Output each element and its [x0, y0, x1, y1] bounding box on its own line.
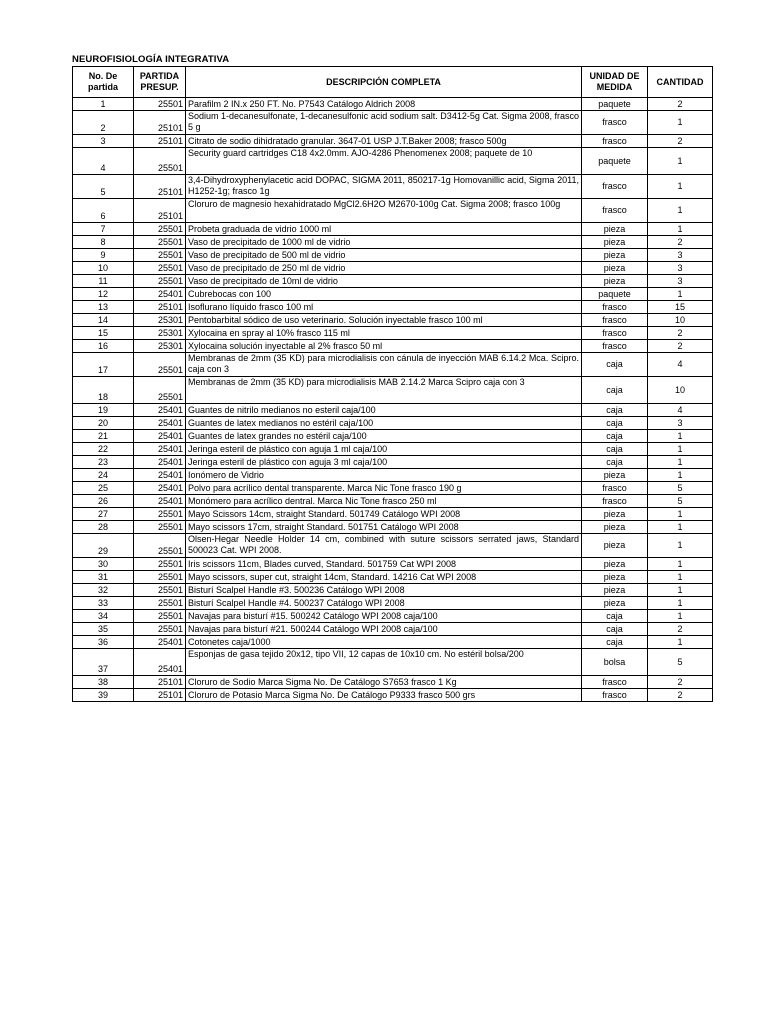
- cell-partida-presup: 25101: [134, 111, 186, 135]
- cell-cantidad: 2: [648, 623, 713, 636]
- table-row: [73, 443, 713, 456]
- cell-no-partida: 11: [73, 275, 134, 288]
- table-row: [73, 636, 713, 649]
- table-row: [73, 175, 713, 199]
- cell-no-partida: 37: [73, 649, 134, 676]
- cell-no-partida: 12: [73, 288, 134, 301]
- cell-no-partida: 6: [73, 199, 134, 223]
- cell-descripcion: Xylocaina en spray al 10% frasco 115 ml: [186, 327, 582, 340]
- cell-cantidad: 1: [648, 199, 713, 223]
- cell-partida-presup: 25101: [134, 175, 186, 199]
- cell-descripcion: Guantes de latex medianos no estéril caja/100: [186, 417, 582, 430]
- cell-no-partida: 18: [73, 377, 134, 404]
- cell-no-partida: 25: [73, 482, 134, 495]
- cell-unidad-medida: caja: [582, 456, 648, 469]
- cell-no-partida: 5: [73, 175, 134, 199]
- cell-no-partida: 21: [73, 430, 134, 443]
- cell-no-partida: 29: [73, 534, 134, 558]
- cell-descripcion: Isoflurano líquido frasco 100 ml: [186, 301, 582, 314]
- table-row: [73, 597, 713, 610]
- cell-descripcion: Guantes de latex grandes no estéril caja/100: [186, 430, 582, 443]
- cell-no-partida: 27: [73, 508, 134, 521]
- cell-no-partida: 32: [73, 584, 134, 597]
- cell-descripcion: Pentobarbital sódico de uso veterinario. Solución inyectable frasco 100 ml: [186, 314, 582, 327]
- cell-unidad-medida: pieza: [582, 584, 648, 597]
- table-row: [73, 571, 713, 584]
- cell-descripcion: Polvo para acrílico dental transparente. Marca Nic Tone frasco 190 g: [186, 482, 582, 495]
- table-row: [73, 469, 713, 482]
- cell-unidad-medida: frasco: [582, 301, 648, 314]
- cell-partida-presup: 25401: [134, 430, 186, 443]
- cell-descripcion: Cloruro de Sodio Marca Sigma No. De Catálogo S7653 frasco 1 Kg: [186, 676, 582, 689]
- cell-cantidad: 5: [648, 482, 713, 495]
- cell-cantidad: 3: [648, 262, 713, 275]
- cell-no-partida: 35: [73, 623, 134, 636]
- cell-descripcion: Navajas para bisturí #21. 500244 Catálogo WPI 2008 caja/100: [186, 623, 582, 636]
- cell-cantidad: 2: [648, 236, 713, 249]
- cell-cantidad: 2: [648, 327, 713, 340]
- cell-unidad-medida: frasco: [582, 111, 648, 135]
- cell-partida-presup: 25501: [134, 508, 186, 521]
- table-row: [73, 495, 713, 508]
- cell-unidad-medida: pieza: [582, 249, 648, 262]
- cell-no-partida: 14: [73, 314, 134, 327]
- cell-unidad-medida: caja: [582, 417, 648, 430]
- cell-descripcion: Monómero para acrílico dentral. Marca Nic Tone frasco 250 ml: [186, 495, 582, 508]
- cell-cantidad: 1: [648, 521, 713, 534]
- cell-cantidad: 1: [648, 430, 713, 443]
- table-row: [73, 353, 713, 377]
- cell-unidad-medida: caja: [582, 610, 648, 623]
- cell-no-partida: 22: [73, 443, 134, 456]
- cell-cantidad: 1: [648, 534, 713, 558]
- cell-unidad-medida: bolsa: [582, 649, 648, 676]
- table-header-row: [73, 67, 713, 98]
- cell-cantidad: 1: [648, 456, 713, 469]
- cell-no-partida: 19: [73, 404, 134, 417]
- table-row: [73, 377, 713, 404]
- cell-unidad-medida: pieza: [582, 236, 648, 249]
- cell-no-partida: 9: [73, 249, 134, 262]
- table-body: [73, 98, 713, 702]
- cell-partida-presup: 25301: [134, 314, 186, 327]
- cell-partida-presup: 25501: [134, 584, 186, 597]
- cell-partida-presup: 25501: [134, 534, 186, 558]
- cell-unidad-medida: frasco: [582, 199, 648, 223]
- cell-descripcion: Cloruro de Potasio Marca Sigma No. De Catálogo P9333 frasco 500 grs: [186, 689, 582, 702]
- cell-descripcion: Mayo scissors 17cm, straight Standard. 501751 Catálogo WPI 2008: [186, 521, 582, 534]
- table-row: [73, 417, 713, 430]
- cell-descripcion: Membranas de 2mm (35 KD) para microdialisis con cánula de inyección MAB 6.14.2 Mca. Scipro. caja con 3: [186, 353, 582, 377]
- cell-partida-presup: 25301: [134, 327, 186, 340]
- cell-no-partida: 31: [73, 571, 134, 584]
- cell-cantidad: 1: [648, 175, 713, 199]
- cell-unidad-medida: pieza: [582, 262, 648, 275]
- cell-cantidad: 1: [648, 148, 713, 175]
- cell-no-partida: 38: [73, 676, 134, 689]
- cell-unidad-medida: frasco: [582, 482, 648, 495]
- table-row: [73, 584, 713, 597]
- cell-descripcion: 3,4-Dihydroxyphenylacetic acid DOPAC, SIGMA 2011, 850217-1g Homovanillic acid, Sigma 2011, H1252-1g; frasco 1g: [186, 175, 582, 199]
- cell-partida-presup: 25401: [134, 469, 186, 482]
- cell-unidad-medida: paquete: [582, 288, 648, 301]
- table-row: [73, 288, 713, 301]
- cell-descripcion: Bisturí Scalpel Handle #4. 500237 Catálogo WPI 2008: [186, 597, 582, 610]
- table-row: [73, 430, 713, 443]
- cell-descripcion: Citrato de sodio dihidratado granular. 3647-01 USP J.T.Baker 2008; frasco 500g: [186, 135, 582, 148]
- cell-unidad-medida: frasco: [582, 135, 648, 148]
- cell-partida-presup: 25401: [134, 456, 186, 469]
- cell-no-partida: 34: [73, 610, 134, 623]
- cell-descripcion: Navajas para bisturí #15. 500242 Catálogo WPI 2008 caja/100: [186, 610, 582, 623]
- cell-partida-presup: 25401: [134, 417, 186, 430]
- cell-cantidad: 1: [648, 610, 713, 623]
- cell-unidad-medida: pieza: [582, 571, 648, 584]
- table-row: [73, 262, 713, 275]
- cell-unidad-medida: pieza: [582, 521, 648, 534]
- cell-descripcion: Cubrebocas con 100: [186, 288, 582, 301]
- cell-unidad-medida: pieza: [582, 534, 648, 558]
- cell-cantidad: 3: [648, 275, 713, 288]
- table-row: [73, 558, 713, 571]
- cell-cantidad: 5: [648, 649, 713, 676]
- table-row: [73, 482, 713, 495]
- cell-descripcion: Iris scissors 11cm, Blades curved, Standard. 501759 Cat WPI 2008: [186, 558, 582, 571]
- cell-unidad-medida: pieza: [582, 469, 648, 482]
- cell-cantidad: 2: [648, 689, 713, 702]
- cell-descripcion: Jeringa esteril de plástico con aguja 1 ml caja/100: [186, 443, 582, 456]
- cell-partida-presup: 25501: [134, 353, 186, 377]
- cell-descripcion: Parafilm 2 IN.x 250 FT. No. P7543 Catálogo Aldrich 2008: [186, 98, 582, 111]
- cell-no-partida: 2: [73, 111, 134, 135]
- cell-descripcion: Security guard cartridges C18 4x2.0mm. AJO-4286 Phenomenex 2008; paquete de 10: [186, 148, 582, 175]
- cell-descripcion: Mayo Scissors 14cm, straight Standard. 501749 Catálogo WPI 2008: [186, 508, 582, 521]
- cell-no-partida: 4: [73, 148, 134, 175]
- cell-cantidad: 1: [648, 636, 713, 649]
- table-row: [73, 623, 713, 636]
- cell-descripcion: Olsen-Hegar Needle Holder 14 cm, combined with suture scissors serrated jaws, Standard 500023 Cat. WPI 2008.: [186, 534, 582, 558]
- cell-cantidad: 1: [648, 111, 713, 135]
- cell-descripcion: Xylocaina solución inyectable al 2% frasco 50 ml: [186, 340, 582, 353]
- table-row: [73, 249, 713, 262]
- table-row: [73, 508, 713, 521]
- cell-partida-presup: 25501: [134, 236, 186, 249]
- cell-partida-presup: 25401: [134, 495, 186, 508]
- cell-unidad-medida: frasco: [582, 689, 648, 702]
- cell-partida-presup: 25401: [134, 482, 186, 495]
- cell-descripcion: Vaso de precipitado de 250 ml de vidrio: [186, 262, 582, 275]
- cell-cantidad: 2: [648, 135, 713, 148]
- cell-descripcion: Ionómero de Vidrio: [186, 469, 582, 482]
- cell-cantidad: 1: [648, 469, 713, 482]
- cell-cantidad: 1: [648, 223, 713, 236]
- table-row: [73, 404, 713, 417]
- cell-descripcion: Membranas de 2mm (35 KD) para microdialisis MAB 2.14.2 Marca Scipro caja con 3: [186, 377, 582, 404]
- cell-unidad-medida: frasco: [582, 314, 648, 327]
- cell-partida-presup: 25501: [134, 558, 186, 571]
- cell-unidad-medida: pieza: [582, 597, 648, 610]
- cell-cantidad: 1: [648, 597, 713, 610]
- cell-partida-presup: 25501: [134, 597, 186, 610]
- cell-descripcion: Jeringa esteril de plástico con aguja 3 ml caja/100: [186, 456, 582, 469]
- cell-descripcion: Esponjas de gasa tejido 20x12, tipo VII, 12 capas de 10x10 cm. No estéril bolsa/200: [186, 649, 582, 676]
- cell-cantidad: 1: [648, 558, 713, 571]
- cell-unidad-medida: frasco: [582, 327, 648, 340]
- cell-cantidad: 1: [648, 508, 713, 521]
- table-row: [73, 236, 713, 249]
- cell-no-partida: 30: [73, 558, 134, 571]
- cell-unidad-medida: caja: [582, 353, 648, 377]
- cell-unidad-medida: caja: [582, 377, 648, 404]
- cell-unidad-medida: pieza: [582, 558, 648, 571]
- table-row: [73, 676, 713, 689]
- header-descripcion: DESCRIPCIÓN COMPLETA: [186, 67, 582, 98]
- cell-descripcion: Vaso de precipitado de 1000 ml de vidrio: [186, 236, 582, 249]
- cell-partida-presup: 25501: [134, 521, 186, 534]
- document-page: [72, 54, 712, 702]
- table-row: [73, 148, 713, 175]
- cell-no-partida: 16: [73, 340, 134, 353]
- header-partida-presup: PARTIDA PRESUP.: [134, 67, 186, 98]
- cell-cantidad: 2: [648, 98, 713, 111]
- cell-partida-presup: 25101: [134, 199, 186, 223]
- cell-cantidad: 15: [648, 301, 713, 314]
- cell-no-partida: 33: [73, 597, 134, 610]
- cell-unidad-medida: paquete: [582, 148, 648, 175]
- cell-cantidad: 3: [648, 249, 713, 262]
- cell-descripcion: Vaso de precipitado de 500 ml de vidrio: [186, 249, 582, 262]
- cell-partida-presup: 25501: [134, 377, 186, 404]
- cell-unidad-medida: pieza: [582, 223, 648, 236]
- table-row: [73, 223, 713, 236]
- cell-partida-presup: 25501: [134, 249, 186, 262]
- table-row: [73, 98, 713, 111]
- cell-no-partida: 7: [73, 223, 134, 236]
- cell-unidad-medida: frasco: [582, 175, 648, 199]
- header-cantidad: CANTIDAD: [648, 67, 713, 98]
- cell-cantidad: 10: [648, 377, 713, 404]
- cell-unidad-medida: caja: [582, 636, 648, 649]
- cell-cantidad: 4: [648, 353, 713, 377]
- cell-partida-presup: 25501: [134, 571, 186, 584]
- cell-unidad-medida: pieza: [582, 275, 648, 288]
- table-row: [73, 327, 713, 340]
- cell-cantidad: 10: [648, 314, 713, 327]
- cell-descripcion: Cotonetes caja/1000: [186, 636, 582, 649]
- cell-descripcion: Sodium 1-decanesulfonate, 1-decanesulfonic acid sodium salt. D3412-5g Cat. Sigma 2008, frasco 5 g: [186, 111, 582, 135]
- table-row: [73, 649, 713, 676]
- cell-unidad-medida: caja: [582, 430, 648, 443]
- cell-no-partida: 28: [73, 521, 134, 534]
- table-row: [73, 314, 713, 327]
- cell-partida-presup: 25301: [134, 340, 186, 353]
- cell-unidad-medida: caja: [582, 443, 648, 456]
- cell-cantidad: 2: [648, 676, 713, 689]
- header-unidad-medida: UNIDAD DE MEDIDA: [582, 67, 648, 98]
- cell-partida-presup: 25101: [134, 301, 186, 314]
- cell-partida-presup: 25501: [134, 98, 186, 111]
- cell-no-partida: 17: [73, 353, 134, 377]
- cell-unidad-medida: caja: [582, 404, 648, 417]
- cell-no-partida: 26: [73, 495, 134, 508]
- cell-partida-presup: 25401: [134, 404, 186, 417]
- cell-partida-presup: 25501: [134, 262, 186, 275]
- cell-descripcion: Bisturí Scalpel Handle #3. 500236 Catálogo WPI 2008: [186, 584, 582, 597]
- cell-partida-presup: 25401: [134, 443, 186, 456]
- cell-descripcion: Guantes de nitrilo medianos no esteril caja/100: [186, 404, 582, 417]
- cell-partida-presup: 25401: [134, 288, 186, 301]
- cell-no-partida: 15: [73, 327, 134, 340]
- cell-unidad-medida: pieza: [582, 508, 648, 521]
- cell-cantidad: 4: [648, 404, 713, 417]
- cell-cantidad: 2: [648, 340, 713, 353]
- cell-descripcion: Cloruro de magnesio hexahidratado MgCl2.6H2O M2670-100g Cat. Sigma 2008; frasco 100g: [186, 199, 582, 223]
- header-no-partida: No. De partida: [73, 67, 134, 98]
- items-table: [72, 66, 713, 702]
- cell-partida-presup: 25401: [134, 649, 186, 676]
- cell-cantidad: 1: [648, 443, 713, 456]
- table-row: [73, 135, 713, 148]
- cell-no-partida: 10: [73, 262, 134, 275]
- table-row: [73, 610, 713, 623]
- cell-cantidad: 1: [648, 571, 713, 584]
- table-row: [73, 521, 713, 534]
- table-row: [73, 689, 713, 702]
- table-row: [73, 456, 713, 469]
- table-row: [73, 111, 713, 135]
- cell-no-partida: 8: [73, 236, 134, 249]
- table-row: [73, 275, 713, 288]
- cell-partida-presup: 25401: [134, 636, 186, 649]
- table-row: [73, 301, 713, 314]
- cell-cantidad: 3: [648, 417, 713, 430]
- cell-unidad-medida: frasco: [582, 495, 648, 508]
- cell-cantidad: 5: [648, 495, 713, 508]
- cell-no-partida: 23: [73, 456, 134, 469]
- cell-partida-presup: 25101: [134, 689, 186, 702]
- table-row: [73, 534, 713, 558]
- cell-no-partida: 13: [73, 301, 134, 314]
- cell-partida-presup: 25101: [134, 135, 186, 148]
- cell-cantidad: 1: [648, 288, 713, 301]
- cell-partida-presup: 25501: [134, 610, 186, 623]
- cell-no-partida: 20: [73, 417, 134, 430]
- cell-unidad-medida: paquete: [582, 98, 648, 111]
- cell-descripcion: Mayo scissors, super cut, straight 14cm, Standard. 14216 Cat WPI 2008: [186, 571, 582, 584]
- cell-no-partida: 3: [73, 135, 134, 148]
- table-row: [73, 199, 713, 223]
- cell-cantidad: 1: [648, 584, 713, 597]
- cell-descripcion: Probeta graduada de vidrio 1000 ml: [186, 223, 582, 236]
- cell-partida-presup: 25501: [134, 148, 186, 175]
- table-row: [73, 340, 713, 353]
- cell-no-partida: 39: [73, 689, 134, 702]
- cell-no-partida: 1: [73, 98, 134, 111]
- cell-partida-presup: 25501: [134, 623, 186, 636]
- cell-partida-presup: 25501: [134, 223, 186, 236]
- cell-descripcion: Vaso de precipitado de 10ml de vidrio: [186, 275, 582, 288]
- cell-partida-presup: 25501: [134, 275, 186, 288]
- cell-no-partida: 36: [73, 636, 134, 649]
- cell-unidad-medida: frasco: [582, 676, 648, 689]
- cell-unidad-medida: caja: [582, 623, 648, 636]
- cell-partida-presup: 25101: [134, 676, 186, 689]
- cell-no-partida: 24: [73, 469, 134, 482]
- cell-unidad-medida: frasco: [582, 340, 648, 353]
- section-title: NEUROFISIOLOGÍA INTEGRATIVA: [72, 54, 230, 65]
